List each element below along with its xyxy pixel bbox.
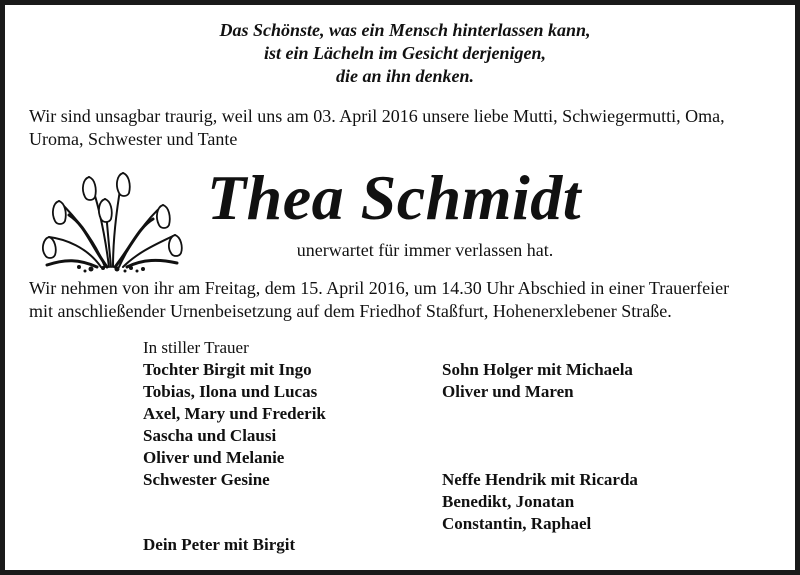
mourners-left-column xyxy=(143,359,326,491)
ceremony-line: mit anschließender Urnenbeisetzung auf dem Friedhof Staßfurt, Hohenerxlebener Straße. xyxy=(29,301,672,321)
mourner-entry: Sascha und Clausi xyxy=(143,426,277,445)
mourner-entry: Tobias, Ilona und Lucas xyxy=(143,382,318,401)
mourners-right-column-top xyxy=(442,359,633,403)
quote-line: Das Schönste, was ein Mensch hinterlassen kann, xyxy=(219,20,591,40)
ceremony-line: Wir nehmen von ihr am Freitag, dem 15. April 2016, um 14.30 Uhr Abschied in einer Trauerfeier xyxy=(29,278,730,298)
mourner-entry: Constantin, Raphael xyxy=(442,514,592,533)
mourning-label: In stiller Trauer xyxy=(143,338,249,357)
mourner-entry: Axel, Mary und Frederik xyxy=(143,404,326,423)
quote-line: die an ihn denken. xyxy=(335,66,475,86)
mourners-right-column-bottom xyxy=(442,469,638,535)
mourner-entry: Neffe Hendrik mit Ricarda xyxy=(442,470,638,489)
memorial-quote xyxy=(5,19,800,88)
mourner-entry: Benedikt, Jonatan xyxy=(442,492,575,511)
ceremony-paragraph xyxy=(29,277,789,323)
deceased-name: Thea Schmidt xyxy=(207,162,582,233)
mourner-entry: Tochter Birgit mit Ingo xyxy=(143,360,312,379)
after-name-text: unerwartet für immer verlassen hat. xyxy=(296,240,554,260)
mourner-entry: Sohn Holger mit Michaela xyxy=(442,360,633,379)
intro-line: Wir sind unsagbar traurig, weil uns am 03. April 2016 unsere liebe Mutti, Schwiegermutti, Oma, xyxy=(29,106,725,126)
mourner-entry: Schwester Gesine xyxy=(143,470,270,489)
quote-line: ist ein Lächeln im Gesicht derjenigen, xyxy=(264,43,546,63)
intro-line: Uroma, Schwester und Tante xyxy=(29,129,238,149)
mourner-entry: Oliver und Melanie xyxy=(143,448,285,467)
mourner-entry: Oliver und Maren xyxy=(442,382,574,401)
mourner-final-entry: Dein Peter mit Birgit xyxy=(143,535,296,554)
intro-paragraph xyxy=(29,105,789,151)
